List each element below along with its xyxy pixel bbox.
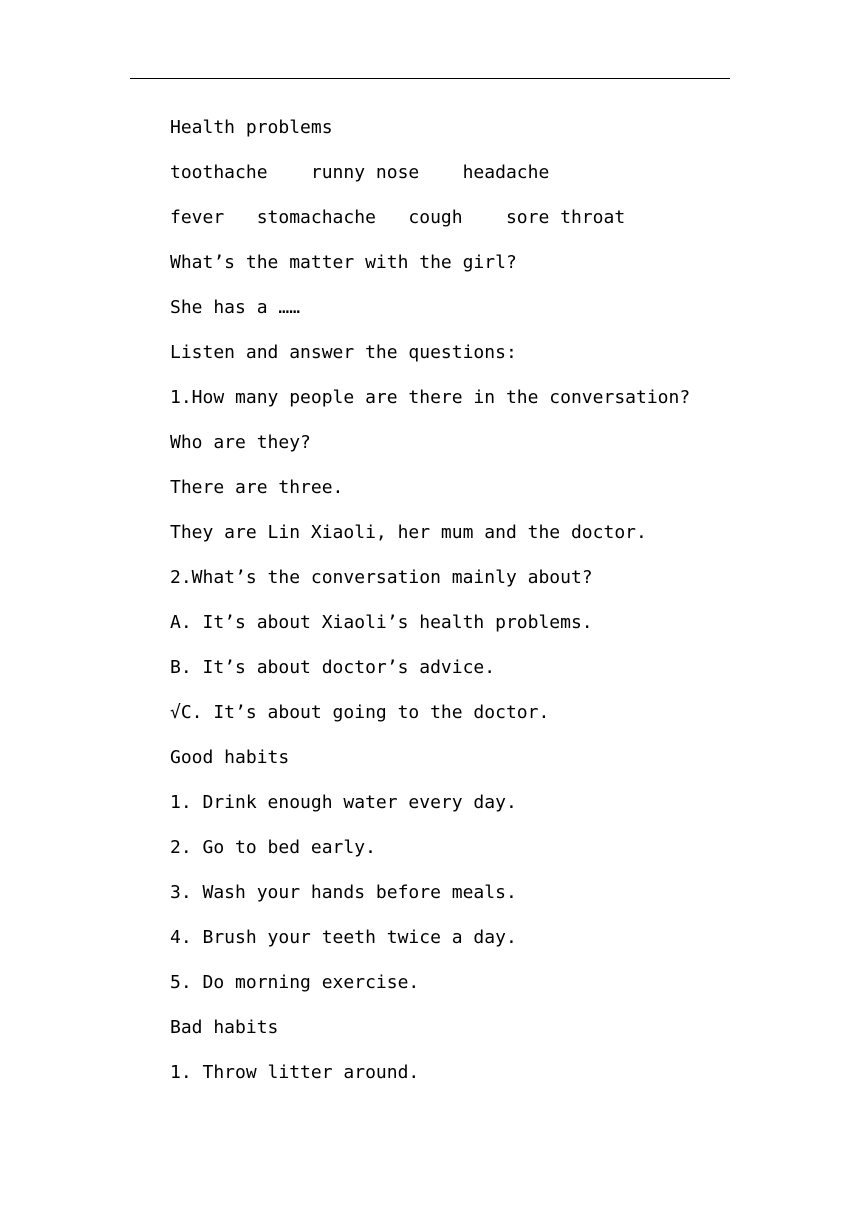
list-item: 3. Wash your hands before meals. — [170, 882, 517, 903]
list-item: 4. Brush your teeth twice a day. — [170, 927, 517, 948]
instruction-line: Listen and answer the questions: — [170, 342, 517, 363]
document-body — [170, 110, 730, 1100]
question-line: Who are they? — [170, 432, 311, 453]
answer-line: They are Lin Xiaoli, her mum and the doctor. — [170, 522, 647, 543]
section-heading-health-problems: Health problems — [170, 117, 333, 138]
option-line: A. It’s about Xiaoli’s health problems. — [170, 612, 593, 633]
list-item: 2. Go to bed early. — [170, 837, 376, 858]
section-heading-bad-habits: Bad habits — [170, 1017, 279, 1038]
list-item: 1. Drink enough water every day. — [170, 792, 517, 813]
section-heading-good-habits: Good habits — [170, 747, 290, 768]
list-item: 5. Do morning exercise. — [170, 972, 420, 993]
answer-line: She has a …… — [170, 297, 301, 318]
question-line: 2.What’s the conversation mainly about? — [170, 567, 593, 588]
question-line: What’s the matter with the girl? — [170, 252, 517, 273]
header-rule — [130, 78, 730, 79]
question-line: 1.How many people are there in the conversation? — [170, 387, 691, 408]
list-item: 1. Throw litter around. — [170, 1062, 420, 1083]
answer-line: There are three. — [170, 477, 344, 498]
option-line-correct: √C. It’s about going to the doctor. — [170, 702, 550, 723]
option-line: B. It’s about doctor’s advice. — [170, 657, 496, 678]
vocabulary-line: toothache runny nose headache — [170, 162, 550, 183]
vocabulary-line: fever stomachache cough sore throat — [170, 207, 626, 228]
